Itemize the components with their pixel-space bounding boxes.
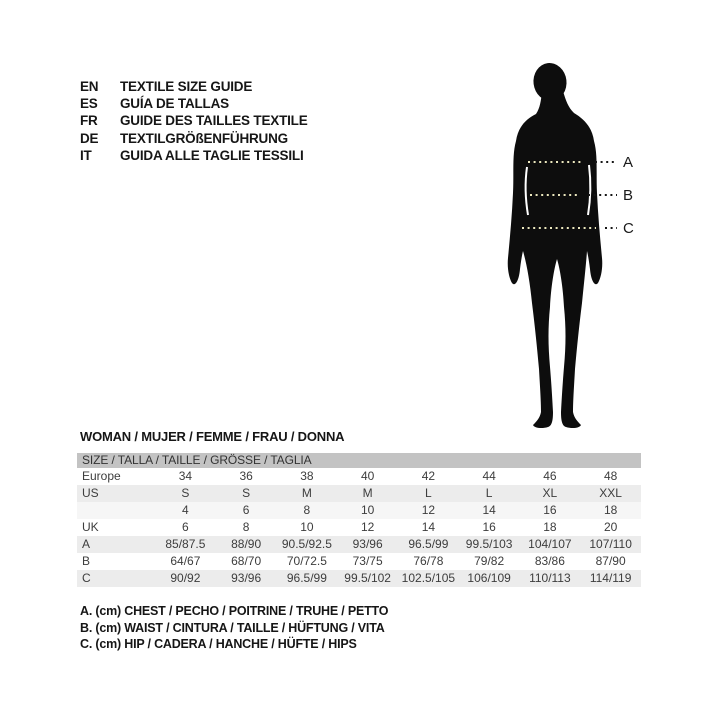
table-row-europe [77,468,641,485]
language-label: TEXTILE SIZE GUIDE [120,79,253,94]
table-cell: 6 [182,520,189,534]
table-cell: 38 [300,469,314,483]
category-title: WOMAN / MUJER / FEMME / FRAU / DONNA [80,429,345,444]
language-label: GUIDA ALLE TAGLIE TESSILI [120,147,304,163]
table-row-us [77,485,641,502]
woman-silhouette-figure [470,55,690,445]
table-cell: 40 [360,469,375,483]
table-cell: 102.5/105 [401,571,456,585]
row-label: US [82,486,99,500]
measure-label-c: C [623,220,634,237]
row-label: C [82,571,91,585]
table-row-uk [77,519,641,536]
language-row-it [80,147,308,164]
row-label: B [82,554,91,568]
table-row-c [77,570,641,587]
table-cell: 88/90 [231,537,262,551]
table-cell: 44 [482,469,496,483]
table-row-us-numeric [77,502,641,519]
table-cell: 46 [543,469,557,483]
row-label: Europe [82,469,121,483]
row-label: A [82,537,91,551]
language-label: TEXTILGRÖßENFÜHRUNG [120,130,288,146]
table-cell: 96.5/99 [286,571,327,585]
table-cell: 12 [360,520,375,534]
table-cell: 90/92 [170,571,201,585]
table-cell: 8 [242,520,250,534]
table-cell: 16 [543,503,557,517]
table-cell: 4 [182,503,189,517]
table-cell: 99.5/103 [465,537,513,551]
table-cell: 14 [482,503,496,517]
table-cell: 14 [421,520,436,534]
language-label: GUIDE DES TAILLES TEXTILE [120,113,308,129]
table-cell: 12 [421,503,436,517]
table-cell: 64/67 [170,554,201,568]
table-cell: 10 [360,503,375,517]
table-cell: 42 [421,469,436,483]
table-cell: S [242,486,251,500]
table-cell: 36 [239,469,253,483]
language-row-fr [80,112,308,129]
table-cell: 114/119 [589,571,632,585]
table-cell: M [362,486,373,500]
table-row-b [77,553,641,570]
row-label [77,502,155,519]
table-cell: 18 [603,503,618,517]
measure-label-b: B [623,187,634,204]
language-code: ES [80,96,98,112]
legend-line-b: B. (cm) WAIST / CINTURA / TAILLE / HÜFTUNG / VITA [80,620,385,635]
table-cell: 90.5/92.5 [281,537,332,551]
table-cell: 34 [178,469,193,483]
legend-line-c: C. (cm) HIP / CADERA / HANCHE / HÜFTE / HIPS [80,637,357,651]
measurement-legend [80,603,388,653]
table-cell: 8 [303,503,311,517]
language-row-de [80,130,308,147]
language-code: IT [80,147,92,163]
table-cell: 106/109 [467,571,511,585]
size-table-header: SIZE / TALLA / TAILLE / GRÖSSE / TAGLIA [77,453,641,468]
table-cell: 85/87.5 [165,537,206,551]
table-cell: 96.5/99 [408,537,449,551]
table-cell: XL [542,486,558,500]
table-cell: 16 [482,520,496,534]
silhouette-body [508,91,603,428]
table-cell: 73/75 [352,554,383,568]
language-label: GUÍA DE TALLAS [120,96,229,112]
measure-label-a: A [623,154,634,171]
table-cell: M [301,486,312,500]
table-cell: 10 [300,520,314,534]
table-cell: 68/70 [231,554,262,568]
size-table [77,453,641,587]
language-row-en [80,78,308,95]
table-cell: XXL [599,486,622,500]
table-cell: 87/90 [595,554,626,568]
table-cell: 99.5/102 [344,571,391,585]
table-cell: 20 [603,520,618,534]
language-list [80,78,308,164]
legend-line-a: A. (cm) CHEST / PECHO / POITRINE / TRUHE / PETTO [80,604,389,618]
table-cell: 110/113 [529,571,571,585]
language-code: EN [80,79,99,94]
table-cell: 83/86 [534,554,565,568]
table-cell: L [485,486,493,500]
language-code: FR [80,113,98,129]
table-cell: 48 [603,469,618,483]
table-cell: 104/107 [528,537,572,551]
row-label: UK [82,520,99,534]
language-code: DE [80,130,99,146]
language-row-es [80,95,308,112]
table-cell: 70/72.5 [286,554,327,568]
table-cell: 93/96 [352,537,383,551]
table-cell: 6 [242,503,250,517]
table-cell: 93/96 [231,571,262,585]
table-row-a [77,536,641,553]
table-cell: 18 [543,520,557,534]
table-cell: L [425,486,432,500]
table-cell: 76/78 [413,554,444,568]
size-table-body [77,468,641,587]
table-cell: 79/82 [474,554,505,568]
table-cell: 107/110 [589,537,632,551]
table-cell: S [181,486,190,500]
